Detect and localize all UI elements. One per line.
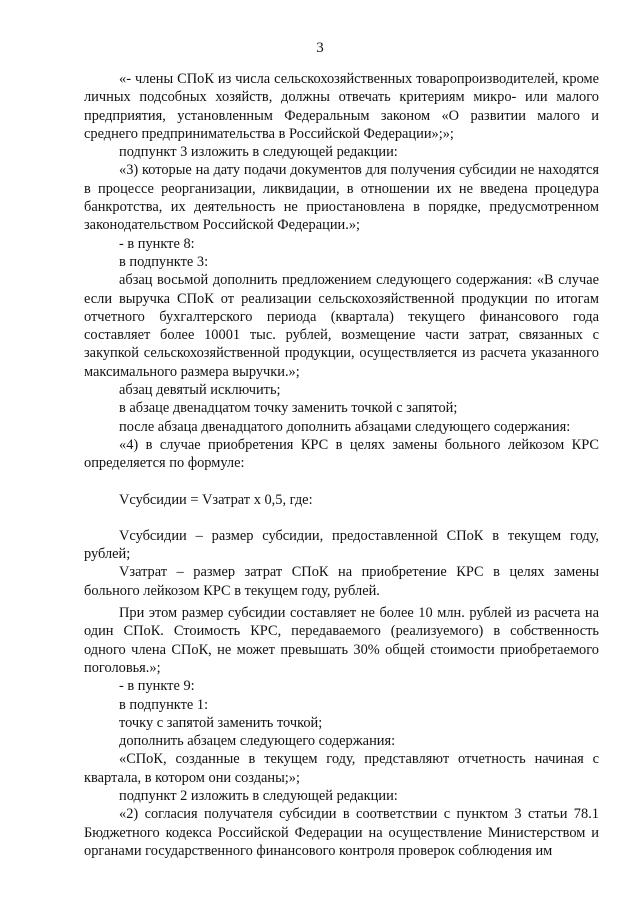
paragraph-subpoint3: в подпункте 3: [119, 253, 209, 270]
paragraph-v-costs: Vзатрат – размер затрат СПоК на приобретение КРС в целях замены больного лейкозом КРС в текущем году, рублей. [84, 564, 599, 599]
paragraph-subpoint3-edit: подпункт 3 изложить в следующей редакции: [119, 144, 398, 161]
paragraph-subpoint2-edit: подпункт 2 изложить в следующей редакции: [119, 787, 398, 804]
paragraph-spok-members: «- члены СПоК из числа сельскохозяйственных товаропроизводителей, кроме личных подсобных хозяйств, должны отвечать критериям микро- или малого предприятия, установленным Федеральным законом «О развитии малого и среднего предпринимательства в Российской Федерации»;»; [84, 71, 599, 142]
paragraph-subsidy-limit: При этом размер субсидии составляет не более 10 млн. рублей из расчета на один СПоК. Стоимость КРС, передаваемого (реализуемого) в собственность одного члена СПоК, не может превышать 30% общей стоимости приобретаемого поголовья.»; [84, 605, 599, 676]
document-body [84, 70, 599, 860]
paragraph-v-subsidy: Vсубсидии – размер субсидии, предоставленной СПоК в текущем году, рублей; [84, 527, 599, 563]
paragraph-abzac8: абзац восьмой дополнить предложением следующего содержания: «В случае если выручка СПоК от реализации сельскохозяйственной продукции по итогам отчетного бухгалтерского периода (квартала) текущего финансового года составляет более 10001 тыс. рублей, возмещение части затрат, связанных с закупкой сельскохозяйственной продукции, осуществляется из расчета указанного максимального размера выручки.»; [84, 272, 599, 380]
paragraph-add-abzac: дополнить абзацем следующего содержания: [119, 733, 396, 750]
paragraph-spok-reporting: «СПоК, созданные в текущем году, представляют отчетность начиная с квартала, в котором они созданы;»; [84, 751, 599, 786]
paragraph-abzac12: в абзаце двенадцатом точку заменить точкой с запятой; [119, 400, 458, 417]
paragraph-subpoint1: в подпункте 1: [119, 696, 209, 713]
paragraph-semicolon-replace: точку с запятой заменить точкой; [119, 714, 323, 731]
page-number: 3 [316, 40, 324, 56]
paragraph-point9: - в пункте 9: [119, 678, 195, 695]
paragraph-subpoint3-text: «3) которые на дату подачи документов для получения субсидии не находятся в процессе реорганизации, ликвидации, в отношении их не введена процедура банкротства, их деятельность не приостановлена в порядке, предусмотренном законодательством Российской Федерации.»; [84, 162, 599, 234]
paragraph-abzac9: абзац девятый исключить; [119, 382, 281, 399]
paragraph-after-abzac12: после абзаца двенадцатого дополнить абзацами следующего содержания: [119, 418, 571, 435]
formula: Vсубсидии = Vзатрат x 0,5, где: [119, 491, 313, 508]
paragraph-item4: «4) в случае приобретения КРС в целях замены больного лейкозом КРС определяется по формуле: [84, 436, 599, 472]
paragraph-point8: - в пункте 8: [119, 235, 195, 252]
paragraph-subpoint2-text: «2) согласия получателя субсидии в соответствии с пунктом 3 статьи 78.1 Бюджетного кодекса Российской Федерации на осуществление Министерством и органами государственного финансового контроля проверок соблюдения им [84, 806, 599, 859]
